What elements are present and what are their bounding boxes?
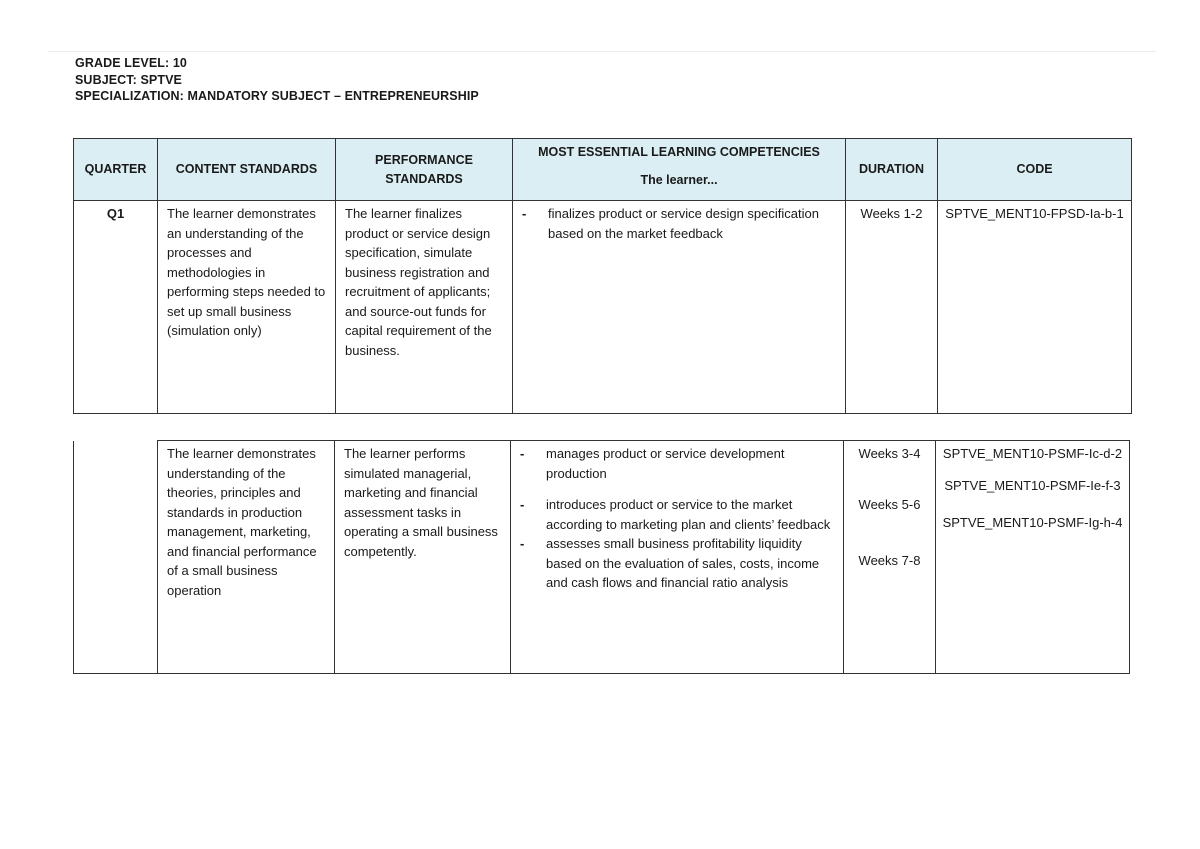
col-performance-standards: PERFORMANCE STANDARDS: [336, 139, 513, 201]
col-melc: MOST ESSENTIAL LEARNING COMPETENCIES The learner...: [513, 139, 846, 201]
col-code: CODE: [938, 139, 1132, 201]
table-row: [74, 441, 1130, 674]
col-content-standards: CONTENT STANDARDS: [158, 139, 336, 201]
specialization: SPECIALIZATION: MANDATORY SUBJECT – ENTREPRENEURSHIP: [75, 89, 479, 103]
content-standards-cell: The learner demonstrates understanding of the theories, principles and standards in production management, marketing, and financial performance of a small business operation: [158, 441, 335, 674]
quarter-cell: Q1: [74, 201, 158, 414]
code-cell: SPTVE_MENT10-FPSD-Ia-b-1: [938, 201, 1132, 414]
bullet-dash: -: [520, 497, 525, 512]
competency-item: - assesses small business profitability liquidity based on the evaluation of sales, costs, income and cash flows and financial ratio analysis: [520, 536, 820, 590]
competencies-cell: [513, 201, 846, 414]
bullet-dash: -: [520, 536, 525, 551]
duration-cell: Weeks 1-2: [846, 201, 938, 414]
performance-standards-cell: The learner finalizes product or service design specification, simulate business registration and recruitment of applicants; and source-out funds for capital requirement of the business.: [336, 201, 513, 414]
table-header-row: [74, 139, 1132, 201]
table-row: [74, 201, 1132, 414]
duration-value: Weeks 7-8: [858, 553, 921, 568]
content-standards-cell: The learner demonstrates an understanding of the processes and methodologies in performing steps needed to set up small business (simulation only): [158, 201, 336, 414]
grade-level: GRADE LEVEL: 10: [75, 56, 187, 70]
code-value: SPTVE_MENT10-PSMF-Ie-f-3: [944, 477, 1121, 493]
curriculum-table-continued: [73, 440, 1130, 674]
page-top-rule: [48, 51, 1156, 52]
bullet-dash: -: [522, 206, 527, 221]
code-value: SPTVE_MENT10-PSMF-Ig-h-4: [942, 515, 1123, 530]
subject: SUBJECT: SPTVE: [75, 72, 182, 87]
duration-cell: [844, 441, 936, 674]
col-duration: DURATION: [846, 139, 938, 201]
competencies-cell: [511, 441, 844, 674]
competency-item: - finalizes product or service design specification based on the market feedback: [522, 206, 819, 241]
code-cell: [936, 441, 1130, 674]
quarter-cell: [74, 441, 158, 674]
bullet-dash: -: [520, 446, 525, 461]
document-header: [75, 55, 479, 105]
competency-item: - introduces product or service to the market according to marketing plan and clients’ feedback: [520, 497, 831, 532]
col-quarter: QUARTER: [74, 139, 158, 201]
performance-standards-cell: The learner performs simulated managerial, marketing and financial assessment tasks in operating a small business competently.: [335, 441, 511, 674]
code-value: SPTVE_MENT10-PSMF-Ic-d-2: [942, 446, 1123, 461]
duration-value: Weeks 5-6: [858, 496, 921, 512]
duration-value: Weeks 3-4: [858, 446, 921, 461]
curriculum-table: [73, 138, 1132, 414]
competency-item: - manages product or service development production: [520, 446, 785, 481]
